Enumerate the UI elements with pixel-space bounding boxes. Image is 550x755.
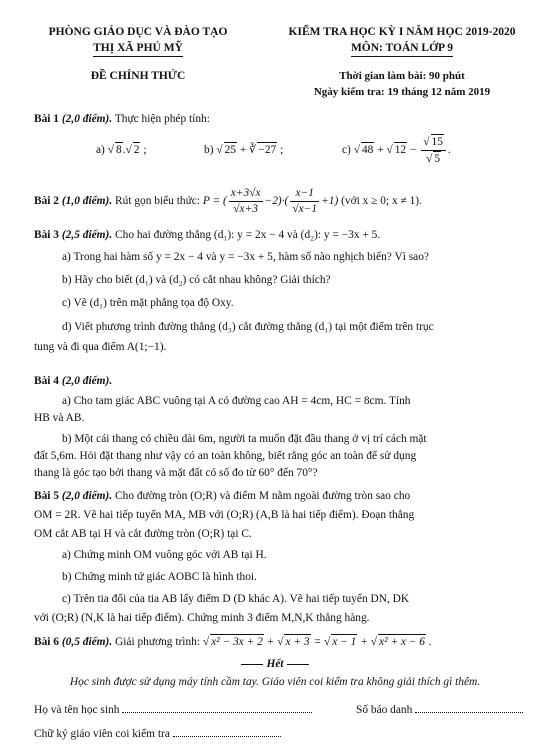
bai4-b-line3: thang là góc tạo bởi thang và mặt đất có số đo từ 60° đến 70°? — [34, 467, 318, 479]
exam-header — [0, 10, 550, 102]
bai3-d-line2: tung và đi qua điểm A(1;−1). — [34, 341, 167, 353]
bai3-points: (2,5 điểm). — [61, 229, 113, 241]
bai3-c: c) Vẽ (d₁) trên mặt phẳng tọa độ Oxy. — [62, 297, 234, 309]
bai2-condition: (với x ≥ 0; x ≠ 1). — [341, 195, 422, 208]
bai5-points: (2,0 điểm). — [61, 490, 113, 502]
bai5-line1 — [34, 489, 520, 504]
bai1-items — [96, 136, 516, 165]
bai1-text: Thực hiện phép tính: — [114, 113, 210, 125]
district-name: THỊ XÃ PHÚ MỸ — [93, 40, 183, 57]
bai2-text: Rút gọn biểu thức: — [115, 195, 200, 208]
bai1-title: Bài 1 — [34, 113, 60, 125]
bai4-a-line1: a) Cho tam giác ABC vuông tại A có đường cao AH = 4cm, HC = 8cm. Tính — [62, 395, 411, 407]
bai6-text: Giải phương trình: — [115, 636, 200, 648]
exam-date: Ngày kiểm tra: 19 tháng 12 năm 2019 — [313, 86, 491, 98]
bai1-heading — [34, 112, 520, 127]
subject-label: MÔN: TOÁN LỚP 9 — [351, 40, 453, 57]
official-exam-label: ĐỀ CHÍNH THỨC — [90, 70, 186, 82]
bai4-title: Bài 4 — [34, 375, 60, 387]
bai2-expression: P = ( $\frac{x+3√x}{√x+3}$ −2)·( $\frac{x-1}{√x-1}$ +1) — [202, 187, 342, 215]
bai3-heading — [34, 228, 520, 243]
bai5-a: a) Chứng minh OM vuông góc với AB tại H. — [62, 549, 267, 561]
exam-title: KIỂM TRA HỌC KỲ I NĂM HỌC 2019-2020 — [288, 26, 516, 38]
proctor-sign-row — [34, 726, 534, 742]
bai5-line2: OM = 2R. Vẽ hai tiếp tuyến MA, MB với (O;R) (A,B là hai tiếp điểm). Đoạn thẳng — [34, 509, 415, 521]
bai3-title: Bài 3 — [34, 229, 60, 241]
student-info-row — [34, 702, 534, 718]
bai5-text1: Cho đường tròn (O;R) và điểm M nằm ngoài đường tròn sao cho — [115, 490, 411, 502]
bai5-line3: OM cắt AB tại H và cắt đường tròn (O;R) tại C. — [34, 528, 252, 540]
bai5-b: b) Chứng minh tứ giác AOBC là hình thoi. — [62, 571, 257, 583]
bai2-points: (1,0 điểm). — [61, 195, 113, 208]
bai5-c-line1: c) Trên tia đối của tia AB lấy điểm D (D khác A). Vẽ hai tiếp tuyến DN, DK — [62, 593, 410, 605]
bai6-line — [34, 634, 520, 650]
end-marker: Hết — [230, 658, 320, 670]
student-id-label: Số báo danh — [356, 704, 413, 716]
header-right — [262, 24, 542, 100]
student-name-blank[interactable] — [122, 702, 312, 713]
bai1-item-a: a) √ 8.√ 2 ; — [96, 144, 147, 156]
student-name-label: Họ và tên học sinh — [34, 704, 120, 716]
bai6-equation: √ x² − 3x + 2 + √ x + 3 = √ x − 1 + √ x² + x − 6 . — [202, 636, 432, 648]
proctor-sign-label: Chữ ký giáo viên coi kiểm tra — [34, 728, 170, 740]
bai1-item-b: b) √ 25 + ∛ −27 ; — [204, 144, 284, 156]
bai1-item-c: c) √ 48 + √ 12 − $\frac{√ 15}{√ 5}$ . — [342, 136, 451, 165]
bai4-heading — [34, 374, 520, 389]
bai5-c-line2: với (O;R) (N,K là hai tiếp điểm). Chứng minh 3 điểm M,N,K thẳng hàng. — [34, 612, 370, 624]
student-id-blank[interactable] — [415, 702, 523, 713]
bai2-title: Bài 2 — [34, 195, 60, 208]
bai5-title: Bài 5 — [34, 490, 60, 502]
bai4-points: (2,0 điểm). — [61, 375, 113, 387]
bai3-text: Cho hai đường thẳng (d₁): y = 2x − 4 và (d₂): y = −3x + 5. — [115, 229, 381, 241]
bai6-points: (0,5 điểm). — [61, 636, 113, 648]
department-name: PHÒNG GIÁO DỤC VÀ ĐÀO TẠO — [48, 26, 228, 38]
header-left — [18, 24, 258, 84]
bai1-points: (2,0 điểm). — [61, 113, 113, 125]
proctor-sign-blank[interactable] — [173, 726, 281, 737]
bai4-b-line2: đất 5,6m. Hỏi đặt thang như vậy có an toàn không, biết rằng góc an toàn để sử dụng — [34, 450, 417, 462]
exam-note: Học sinh được sử dụng máy tính cầm tay. Giáo viên coi kiểm tra không giải thích gì thêm. — [69, 676, 481, 688]
bai3-b: b) Hãy cho biết (d₁) và (d₂) có cắt nhau không? Giải thích? — [62, 274, 331, 286]
time-allowed: Thời gian làm bài: 90 phút — [339, 70, 465, 82]
bai4-b-line1: b) Một cái thang có chiều dài 6m, người ta muốn đặt đầu thang ở vị trí cách mặt — [62, 433, 427, 445]
bai6-title: Bài 6 — [34, 636, 60, 648]
bai3-d-line1: d) Viết phương trình đường thẳng (d₃) cắt đường thẳng (d₁) tại một điểm trên trục — [62, 321, 434, 333]
bai3-a: a) Trong hai hàm số y = 2x − 4 và y = −3x + 5, hàm số nào nghịch biến? Vì sao? — [62, 251, 429, 263]
bai4-a-line2: HB và AB. — [34, 412, 85, 424]
bai2-line — [34, 186, 520, 217]
